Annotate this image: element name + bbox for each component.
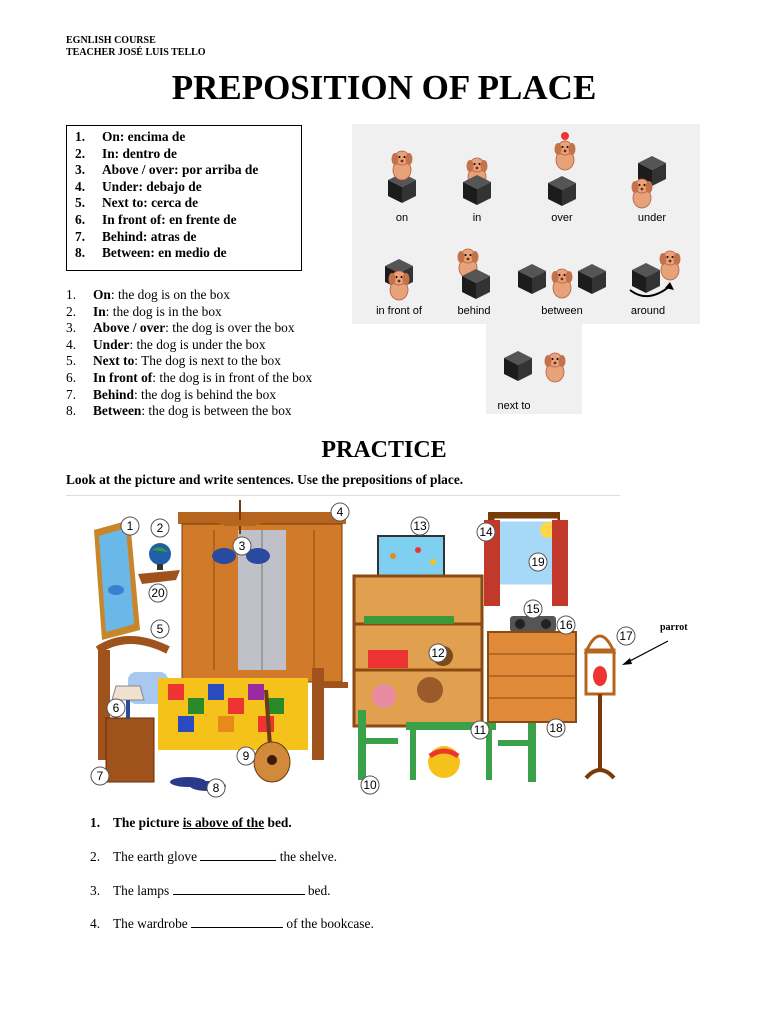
label-between: between xyxy=(541,305,583,317)
question-4: 4. The wardrobe of the bookcase. xyxy=(90,916,374,931)
svg-text:12: 12 xyxy=(431,646,445,660)
course-name: EGNLISH COURSE xyxy=(66,35,156,46)
svg-text:1: 1 xyxy=(126,519,134,533)
example-item: 1. On: the dog is on the box xyxy=(66,287,230,302)
answer-example: is above of the xyxy=(182,815,265,830)
example-item: 4. Under: the dog is under the box xyxy=(66,336,266,352)
marker-1 xyxy=(121,517,139,535)
vocabulary-box xyxy=(66,125,302,271)
vocab-item: 8. Between: en medio de xyxy=(75,245,227,261)
example-item: 5. Next to: The dog is next to the box xyxy=(66,353,281,369)
example-item: 6. In front of: the dog is in front of the box xyxy=(66,369,313,385)
example-item: 2. In: the dog is in the box xyxy=(66,303,222,319)
label-around: around xyxy=(630,305,666,317)
wardrobe xyxy=(178,512,346,682)
svg-text:17: 17 xyxy=(619,629,633,643)
svg-text:3: 3 xyxy=(238,539,246,553)
answer-blank[interactable] xyxy=(191,916,283,928)
globe-on-shelf xyxy=(138,543,180,584)
marker-9 xyxy=(237,747,255,765)
divider xyxy=(66,495,620,496)
marker-11 xyxy=(471,721,489,739)
marker-6 xyxy=(107,699,125,717)
marker-15 xyxy=(524,600,542,618)
answer-blank[interactable] xyxy=(173,883,305,895)
wall-picture xyxy=(94,520,140,640)
bedroom-illustration xyxy=(88,500,648,800)
svg-text:7: 7 xyxy=(96,769,104,783)
svg-text:10: 10 xyxy=(363,778,377,792)
vocab-item: 1. On: encima de xyxy=(75,129,186,144)
marker-5 xyxy=(151,620,169,638)
marker-18 xyxy=(547,719,565,737)
marker-12 xyxy=(429,644,447,662)
marker-2 xyxy=(151,519,169,537)
example-item: 3. Above / over: the dog is over the box xyxy=(66,320,295,336)
svg-text:16: 16 xyxy=(559,618,573,632)
marker-13 xyxy=(411,517,429,535)
svg-text:18: 18 xyxy=(549,721,563,735)
marker-14 xyxy=(477,523,495,541)
vocab-item: 6. In front of: en frente de xyxy=(75,211,237,227)
teacher-name: TEACHER JOSÉ LUIS TELLO xyxy=(66,47,206,58)
svg-text:8: 8 xyxy=(212,781,220,795)
marker-7 xyxy=(91,767,109,785)
marker-10 xyxy=(361,776,379,794)
svg-text:4: 4 xyxy=(336,505,344,519)
vocab-item: 5. Next to: cerca de xyxy=(75,195,199,211)
marker-3 xyxy=(233,537,251,555)
window xyxy=(484,512,568,606)
marker-16 xyxy=(557,616,575,634)
svg-text:2: 2 xyxy=(156,521,164,535)
label-next-to: next to xyxy=(497,400,531,412)
svg-text:15: 15 xyxy=(526,602,540,616)
marker-8 xyxy=(207,779,225,797)
parrot-arrow-icon xyxy=(618,638,672,668)
label-in-front-of: in front of xyxy=(376,305,422,317)
svg-text:6: 6 xyxy=(112,701,120,715)
parrot-label: parrot xyxy=(660,622,688,633)
svg-text:20: 20 xyxy=(151,586,165,600)
question-3: 3. The lamps bed. xyxy=(90,883,331,898)
label-over: over xyxy=(551,212,573,224)
label-on: on xyxy=(395,212,409,224)
svg-text:5: 5 xyxy=(156,622,164,636)
svg-text:9: 9 xyxy=(242,749,250,763)
label-under: under xyxy=(637,212,667,224)
aquarium xyxy=(378,536,444,576)
vocab-item: 7. Behind: atras de xyxy=(75,228,197,244)
preposition-illustration xyxy=(352,124,702,416)
vocab-item: 4. Under: debajo de xyxy=(75,178,202,194)
question-1: 1. The picture is above of the bed. xyxy=(90,815,292,830)
practice-instruction: Look at the picture and write sentences. Use the prepositions of place. xyxy=(66,472,464,487)
bookcase xyxy=(354,576,482,726)
example-item: 7. Behind: the dog is behind the box xyxy=(66,386,277,402)
label-in: in xyxy=(472,212,482,224)
chest-of-drawers xyxy=(488,632,576,722)
svg-text:13: 13 xyxy=(413,519,427,533)
question-2: 2. The earth glove the shelve. xyxy=(90,849,337,864)
page-title: PREPOSITION OF PLACE xyxy=(171,68,597,107)
marker-20 xyxy=(149,584,167,602)
example-item: 8. Between: the dog is between the box xyxy=(66,403,292,419)
answer-blank[interactable] xyxy=(200,849,276,861)
svg-text:11: 11 xyxy=(473,723,487,737)
example-sentences xyxy=(66,287,312,420)
vocab-item: 2. In: dentro de xyxy=(75,145,177,161)
vocab-item: 3. Above / over: por arriba de xyxy=(75,162,259,178)
parrot-cage xyxy=(586,636,614,778)
practice-heading: PRACTICE xyxy=(321,437,447,463)
course-header xyxy=(66,35,206,59)
marker-4 xyxy=(331,503,349,521)
marker-19 xyxy=(529,553,547,571)
svg-text:19: 19 xyxy=(531,555,545,569)
svg-text:14: 14 xyxy=(479,525,493,539)
label-behind: behind xyxy=(457,305,491,317)
